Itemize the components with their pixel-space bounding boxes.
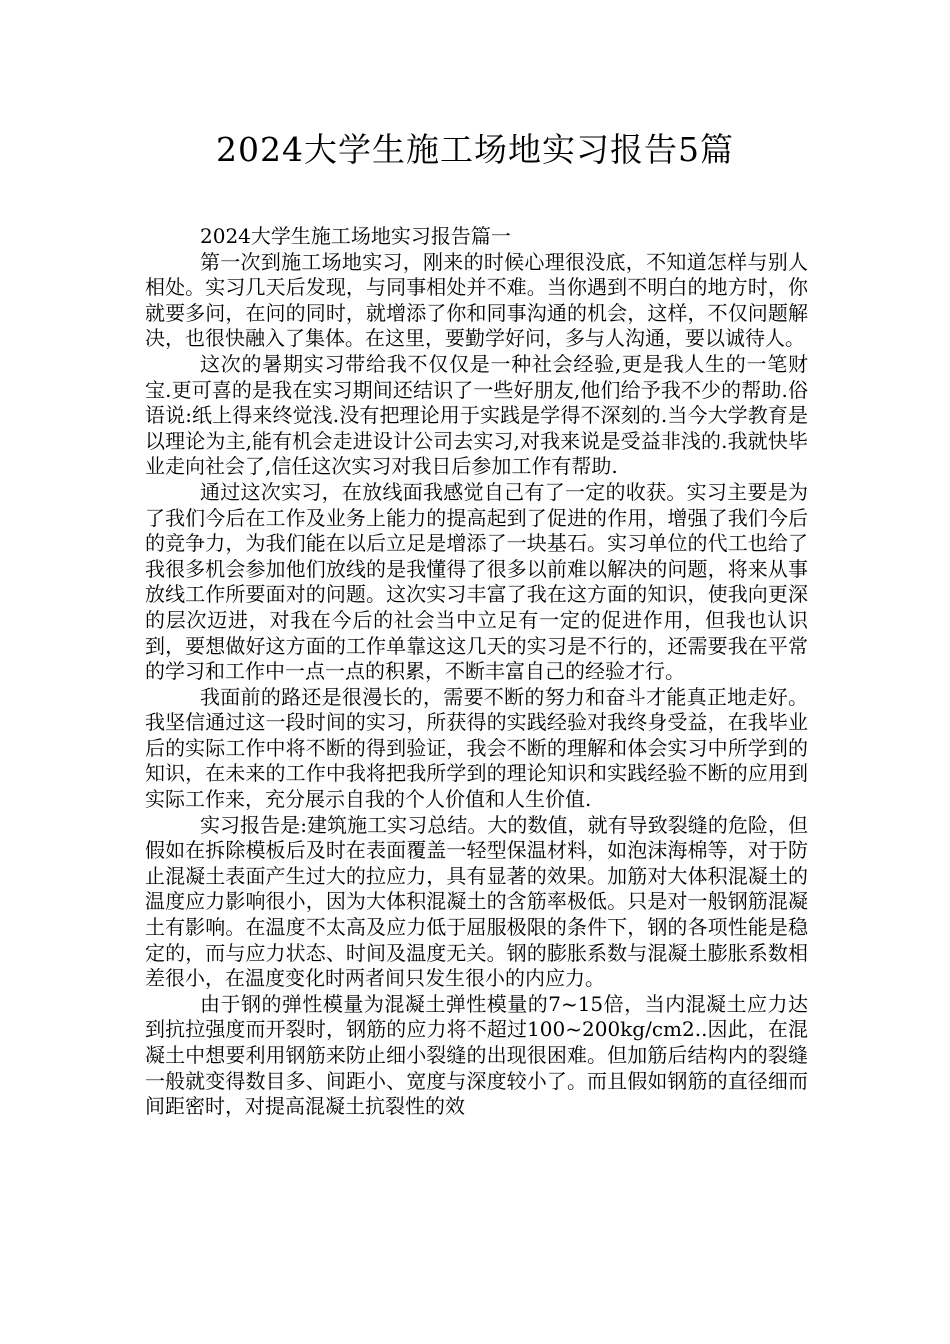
- paragraph-1: 第一次到施工场地实习，刚来的时候心理很没底，不知道怎样与别人相处。实习几天后发现，与同事相处并不难。当你遇到不明白的地方时，你就要多问，在问的同时，就增添了你和同事沟通的机会，这样，不仅问题解决，也很快融入了集体。在这里，要勤学好问，多与人沟通，要以诚待人。: [145, 249, 808, 351]
- paragraph-4: 我面前的路还是很漫长的，需要不断的努力和奋斗才能真正地走好。我坚信通过这一段时间的实习，所获得的实践经验对我终身受益，在我毕业后的实际工作中将不断的得到验证，我会不断的理解和体会实习中所学到的知识，在未来的工作中我将把我所学到的理论知识和实践经验不断的应用到实际工作来，充分展示自我的个人价值和人生价值.: [145, 684, 808, 812]
- document-title: 2024大学生施工场地实习报告5篇: [216, 130, 734, 169]
- document-body: [145, 224, 808, 1120]
- section-heading: 2024大学生施工场地实习报告篇一: [200, 224, 511, 248]
- paragraph-3: 通过这次实习，在放线面我感觉自己有了一定的收获。实习主要是为了我们今后在工作及业务上能力的提高起到了促进的作用，增强了我们今后的竞争力，为我们能在以后立足是增添了一块基石。实习单位的代工也给了我很多机会参加他们放线的是我懂得了很多以前难以解决的问题，将来从事放线工作所要面对的问题。这次实习丰富了我在这方面的知识，使我向更深的层次迈进，对我在今后的社会当中立足有一定的促进作用，但我也认识到，要想做好这方面的工作单靠这这几天的实习是不行的，还需要我在平常的学习和工作中一点一点的积累，不断丰富自己的经验才行。: [145, 479, 808, 684]
- paragraph-6: 由于钢的弹性模量为混凝土弹性模量的7~15倍，当内混凝土应力达到抗拉强度而开裂时，钢筋的应力将不超过100~200kg/cm2..因此，在混凝土中想要利用钢筋来防止细小裂缝的出现很困难。但加筋后结构内的裂缝一般就变得数目多、间距小、宽度与深度较小了。而且假如钢筋的直径细而间距密时，对提高混凝土抗裂性的效: [145, 991, 808, 1119]
- paragraph-5: 实习报告是:建筑施工实习总结。大的数值，就有导致裂缝的危险，但假如在拆除模板后及时在表面覆盖一轻型保温材料，如泡沫海棉等，对于防止混凝土表面产生过大的拉应力，具有显著的效果。加筋对大体积混凝土的温度应力影响很小，因为大体积混凝土的含筋率极低。只是对一般钢筋混凝土有影响。在温度不太高及应力低于屈服极限的条件下，钢的各项性能是稳定的，而与应力状态、时间及温度无关。钢的膨胀系数与混凝土膨胀系数相差很小，在温度变化时两者间只发生很小的内应力。: [145, 812, 808, 991]
- paragraph-2: 这次的暑期实习带给我不仅仅是一种社会经验,更是我人生的一笔财宝.更可喜的是我在实习期间还结识了一些好朋友,他们给予我不少的帮助.俗语说:纸上得来终觉浅.没有把理论用于实践是学得不深刻的.当今大学教育是以理论为主,能有机会走进设计公司去实习,对我来说是受益非浅的.我就快毕业走向社会了,信任这次实习对我日后参加工作有帮助.: [145, 351, 808, 479]
